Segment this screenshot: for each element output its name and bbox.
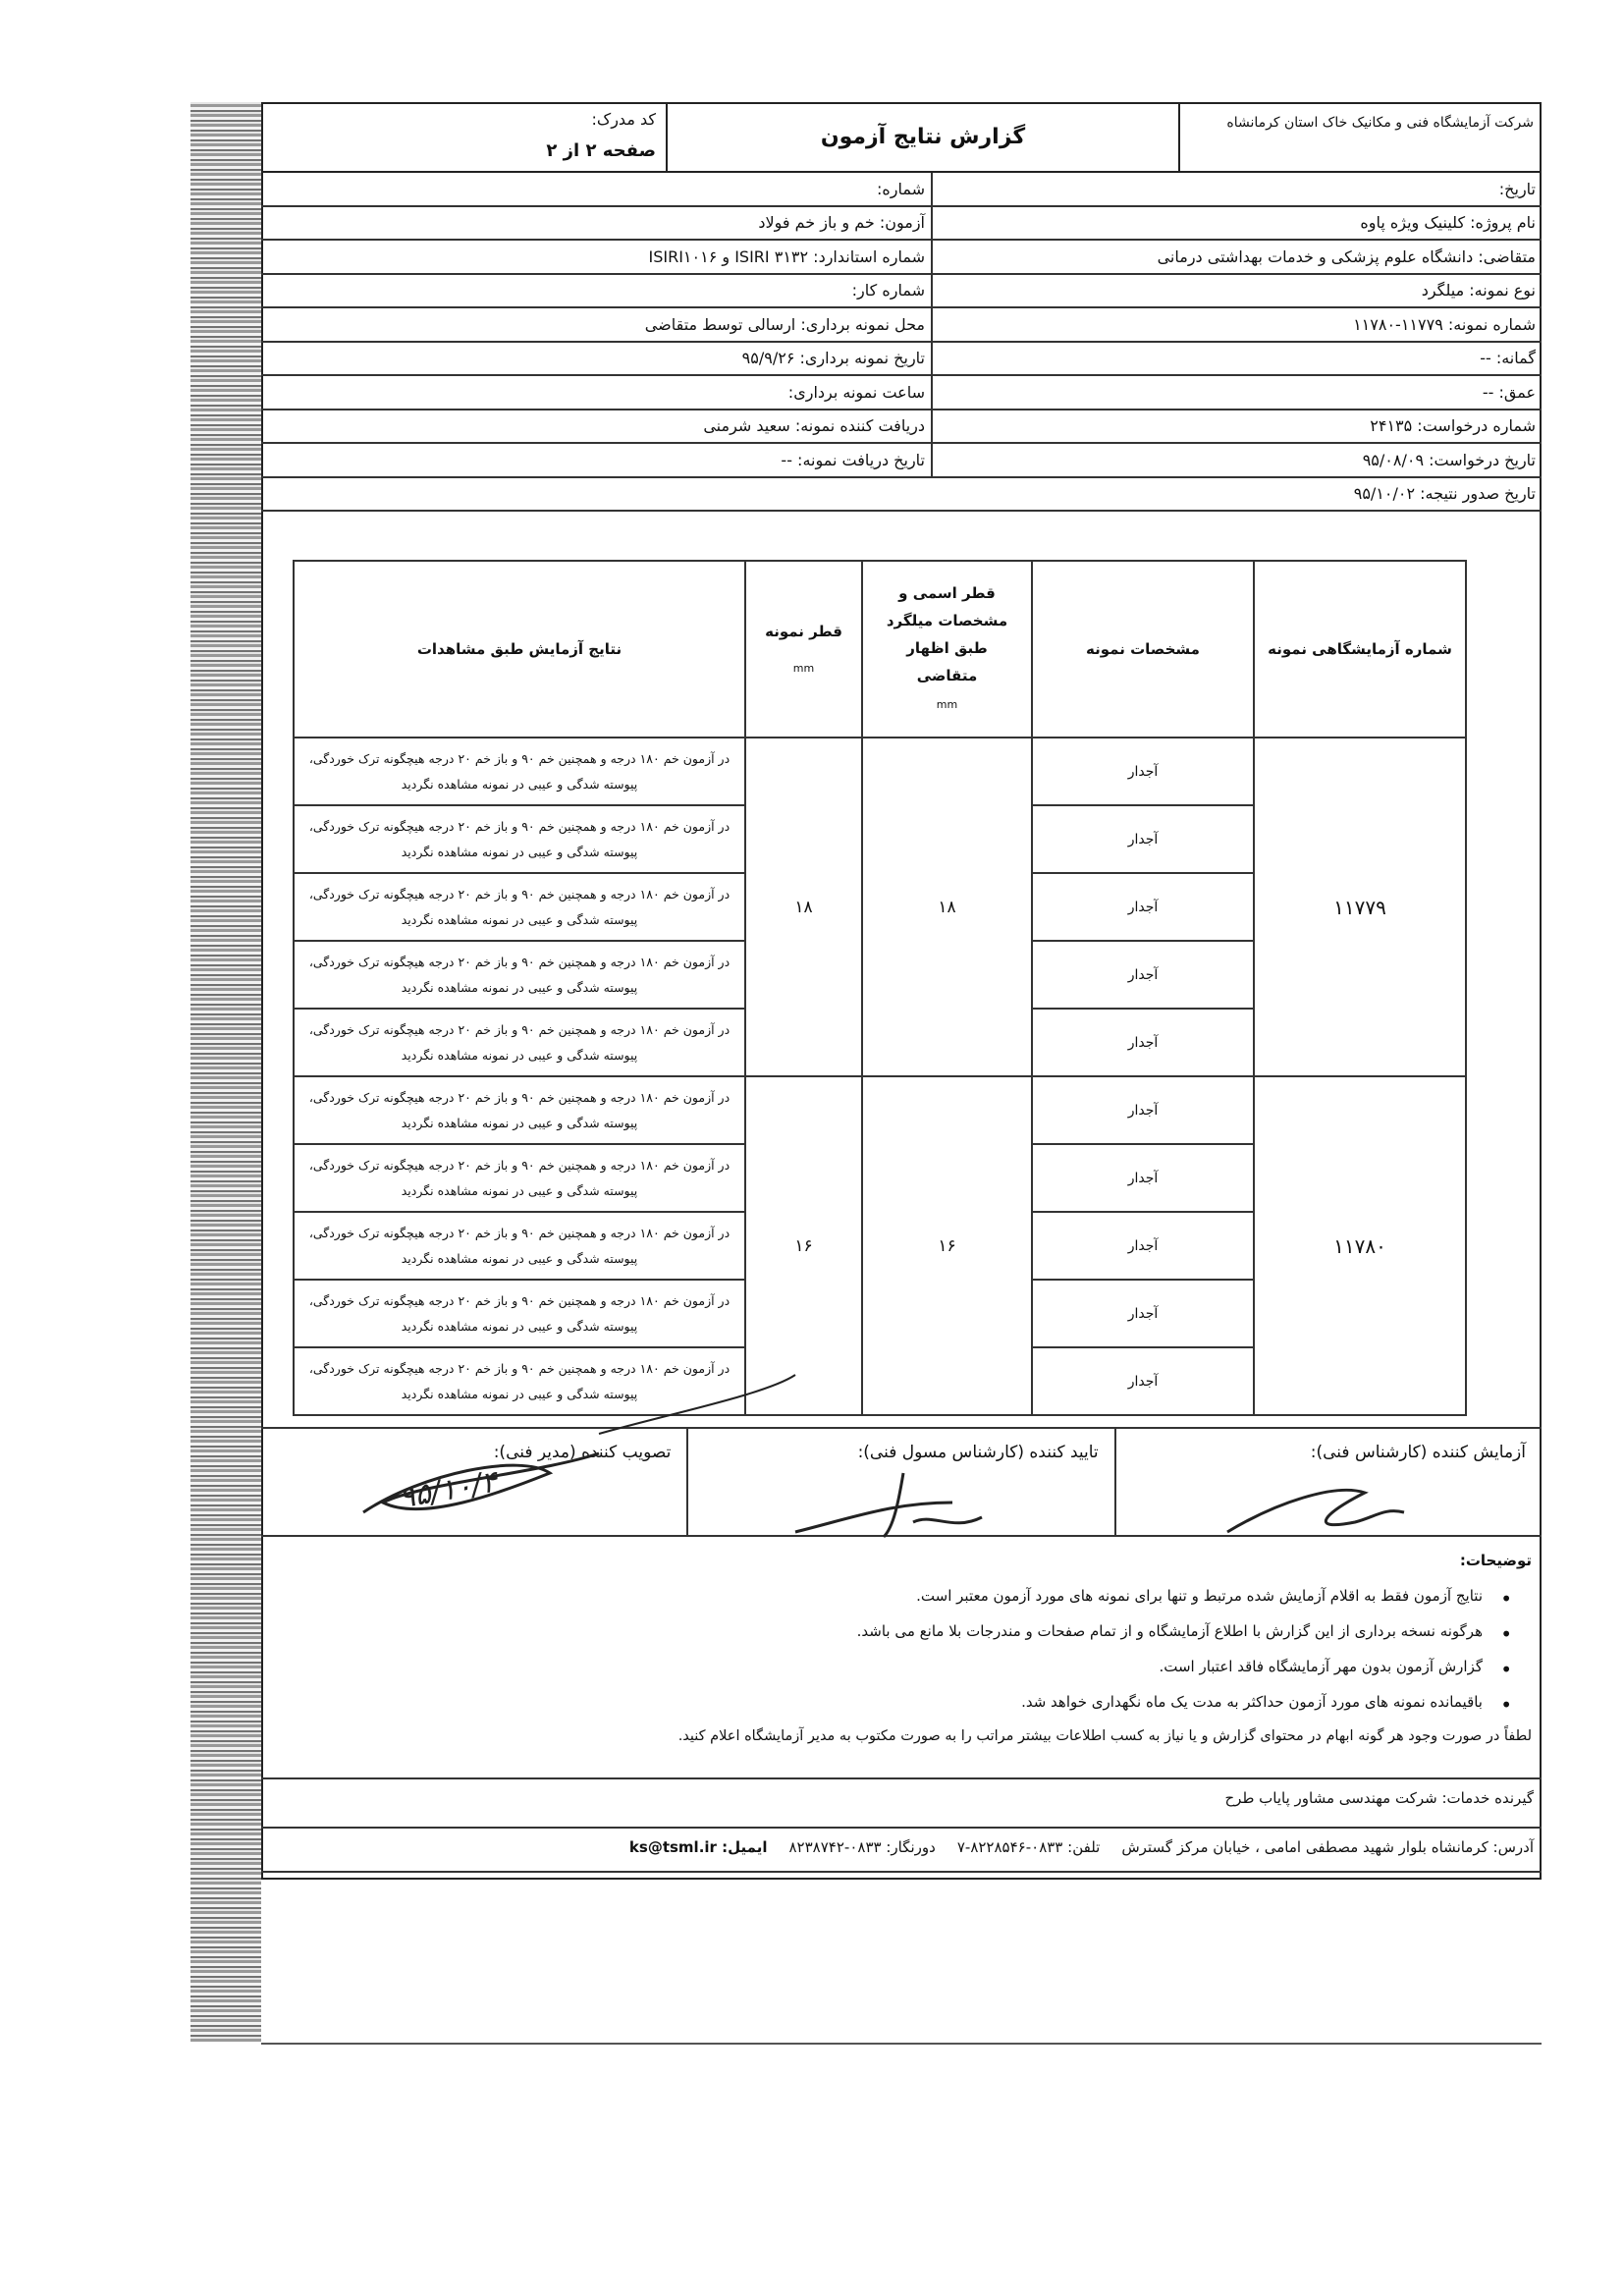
info-right-value: شماره درخواست: ۲۴۱۳۵ bbox=[1370, 416, 1536, 436]
observation: در آزمون خم ۱۸۰ درجه و همچنین خم ۹۰ و باز خم ۲۰ درجه هیچگونه ترک خوردگی، پیوسته شدگی و عیبی در نمونه مشاهده نگردید bbox=[294, 873, 745, 941]
tester-label: آزمایش کننده (کارشناس فنی): bbox=[1310, 1443, 1526, 1462]
info-right-cell bbox=[931, 308, 1542, 341]
scan-edge-noise bbox=[190, 102, 261, 2042]
info-left-cell bbox=[703, 416, 931, 435]
results-table bbox=[293, 560, 1467, 1416]
nominal-diameter: ۱۸ bbox=[862, 738, 1032, 1076]
note-item: • گزارش آزمون بدون مهر آزمایشگاه فاقد اعتبار است. bbox=[285, 1658, 1483, 1675]
sample-spec: آجدار bbox=[1032, 1076, 1254, 1144]
col-diameter-label: قطر نمونه bbox=[765, 623, 842, 640]
observation: در آزمون خم ۱۸۰ درجه و همچنین خم ۹۰ و باز خم ۲۰ درجه هیچگونه ترک خوردگی، پیوسته شدگی و عیبی در نمونه مشاهده نگردید bbox=[294, 738, 745, 805]
sample-spec: آجدار bbox=[1032, 1280, 1254, 1347]
info-right-value: نوع نمونه: میلگرد bbox=[1421, 281, 1536, 301]
info-left-value: شماره: bbox=[876, 179, 925, 198]
info-right-cell bbox=[931, 343, 1542, 375]
note-item: • هرگونه نسخه برداری از این گزارش با اطلاع آزمایشگاه و از تمام صفحات و مندرجات بلا مانع می باشد. bbox=[285, 1622, 1483, 1640]
unit-nominal: mm bbox=[936, 698, 958, 711]
table-row bbox=[294, 1076, 1466, 1144]
divider bbox=[261, 1777, 1542, 1779]
info-left-value: شماره استاندارد: ISIRI ۳۱۳۲ و ISIRI۱۰۱۶ bbox=[648, 246, 925, 266]
info-left-value: محل نمونه برداری: ارسالی توسط متقاضی bbox=[644, 314, 925, 334]
info-right-value: شماره نمونه: ۱۱۷۷۹-۱۱۷۸۰ bbox=[1353, 314, 1536, 334]
lab-number: ۱۱۷۷۹ bbox=[1254, 738, 1466, 1076]
nominal-diameter: ۱۶ bbox=[862, 1076, 1032, 1415]
title-cell bbox=[666, 102, 1178, 171]
info-left-value: تاریخ دریافت نمونه: -- bbox=[781, 450, 925, 469]
table-row bbox=[294, 738, 1466, 805]
info-left-cell bbox=[742, 349, 931, 367]
address-text: آدرس: کرمانشاه بلوار شهید مصطفی امامی ، خیابان مرکز گسترش bbox=[1121, 1838, 1534, 1856]
info-row bbox=[261, 275, 1542, 309]
sample-spec: آجدار bbox=[1032, 738, 1254, 805]
info-row bbox=[261, 376, 1542, 410]
lab-number: ۱۱۷۸۰ bbox=[1254, 1076, 1466, 1415]
unit-diameter: mm bbox=[792, 662, 815, 675]
col-lab-no: شماره آزمایشگاهی نمونه bbox=[1254, 561, 1466, 738]
info-left-value: تاریخ نمونه برداری: ۹۵/۹/۲۶ bbox=[741, 349, 925, 368]
ratifier-signature-mark bbox=[344, 1444, 638, 1542]
observation: در آزمون خم ۱۸۰ درجه و همچنین خم ۹۰ و باز خم ۲۰ درجه هیچگونه ترک خوردگی، پیوسته شدگی و عیبی در نمونه مشاهده نگردید bbox=[294, 1212, 745, 1280]
info-left-cell bbox=[852, 281, 931, 300]
info-left-cell bbox=[877, 180, 931, 198]
info-right-cell bbox=[931, 376, 1542, 409]
report-title: گزارش نتایج آزمون bbox=[820, 124, 1026, 149]
info-right-value: متقاضی: دانشگاه علوم پزشکی و خدمات بهداشتی درمانی bbox=[1157, 246, 1536, 266]
tester-signature-mark bbox=[1218, 1463, 1414, 1542]
info-right-cell bbox=[931, 478, 1542, 511]
info-row bbox=[261, 478, 1542, 513]
ratifier-label: تصویب کننده (مدیر فنی): bbox=[493, 1443, 672, 1462]
info-row bbox=[261, 207, 1542, 242]
sample-spec: آجدار bbox=[1032, 1009, 1254, 1076]
company-name-cell bbox=[1178, 102, 1542, 171]
info-row bbox=[261, 410, 1542, 445]
email: ایمیل: ks@tsml.ir bbox=[628, 1838, 768, 1856]
company-name: شرکت آزمایشگاه فنی و مکانیک خاک استان کرمانشاه bbox=[1226, 115, 1534, 131]
sample-spec: آجدار bbox=[1032, 805, 1254, 873]
notes-list bbox=[285, 1587, 1532, 1711]
page-bottom-line bbox=[261, 2043, 1542, 2045]
col-observations: نتایج آزمایش طبق مشاهدات bbox=[294, 561, 745, 738]
approver-label: تایید کننده (کارشناس مسول فنی): bbox=[857, 1443, 1099, 1462]
info-left-cell bbox=[781, 451, 931, 469]
info-right-cell bbox=[931, 410, 1542, 443]
pen-stroke bbox=[589, 1355, 805, 1444]
fax: دورنگار: ۰۸۳۳-۸۲۳۸۷۴۲ bbox=[788, 1838, 936, 1856]
divider bbox=[261, 1827, 1542, 1829]
sample-spec: آجدار bbox=[1032, 941, 1254, 1009]
info-left-cell bbox=[758, 213, 931, 232]
client-line: گیرنده خدمات: شرکت مهندسی مشاور پایاب طرح bbox=[1224, 1789, 1534, 1807]
observation: در آزمون خم ۱۸۰ درجه و همچنین خم ۹۰ و باز خم ۲۰ درجه هیچگونه ترک خوردگی، پیوسته شدگی و عیبی در نمونه مشاهده نگردید bbox=[294, 941, 745, 1009]
info-right-value: تاریخ درخواست: ۹۵/۰۸/۰۹ bbox=[1362, 450, 1536, 469]
info-left-value: دریافت کننده نمونه: سعید شرمنی bbox=[703, 416, 925, 436]
sample-diameter: ۱۸ bbox=[745, 738, 862, 1076]
sample-spec: آجدار bbox=[1032, 1347, 1254, 1415]
info-right-value: نام پروژه: کلینیک ویژه پاوه bbox=[1360, 213, 1536, 233]
info-left-value: آزمون: خم و باز خم فولاد bbox=[758, 213, 925, 233]
report-header bbox=[261, 102, 1542, 173]
observation: در آزمون خم ۱۸۰ درجه و همچنین خم ۹۰ و باز خم ۲۰ درجه هیچگونه ترک خوردگی، پیوسته شدگی و عیبی در نمونه مشاهده نگردید bbox=[294, 1347, 745, 1415]
info-right-cell bbox=[931, 444, 1542, 476]
sample-diameter: ۱۶ bbox=[745, 1076, 862, 1415]
observation: در آزمون خم ۱۸۰ درجه و همچنین خم ۹۰ و باز خم ۲۰ درجه هیچگونه ترک خوردگی، پیوسته شدگی و عیبی در نمونه مشاهده نگردید bbox=[294, 1009, 745, 1076]
col-nominal bbox=[862, 561, 1032, 738]
notes-title: توضیحات: bbox=[1459, 1552, 1532, 1569]
info-right-cell bbox=[931, 241, 1542, 273]
notes-section bbox=[285, 1552, 1532, 1744]
divider bbox=[261, 1871, 1542, 1873]
info-right-cell bbox=[931, 173, 1542, 205]
info-right-value: عمق: -- bbox=[1482, 382, 1536, 402]
col-diameter bbox=[745, 561, 862, 738]
notes-footer: لطفاً در صورت وجود هر گونه ابهام در محتوای گزارش و یا نیاز به کسب اطلاعات بیشتر مراتب را به صورت مکتوب به مدیر آزمایشگاه اعلام کنید. bbox=[677, 1728, 1532, 1744]
info-right-cell bbox=[931, 275, 1542, 307]
sample-spec: آجدار bbox=[1032, 873, 1254, 941]
col-nominal-label: قطر اسمی و مشخصات میلگرد طبق اظهار متقاضی bbox=[886, 584, 1008, 684]
info-left-value: شماره کار: bbox=[851, 281, 925, 301]
observation: در آزمون خم ۱۸۰ درجه و همچنین خم ۹۰ و باز خم ۲۰ درجه هیچگونه ترک خوردگی، پیوسته شدگی و عیبی در نمونه مشاهده نگردید bbox=[294, 1144, 745, 1212]
info-right-cell bbox=[931, 207, 1542, 240]
info-row bbox=[261, 308, 1542, 343]
info-left-cell bbox=[788, 383, 931, 402]
address-line bbox=[629, 1838, 1534, 1856]
note-item: • باقیمانده نمونه های مورد آزمون حداکثر به مدت یک ماه نگهداری خواهد شد. bbox=[285, 1693, 1483, 1711]
info-row bbox=[261, 444, 1542, 478]
info-row bbox=[261, 241, 1542, 275]
info-left-cell bbox=[645, 315, 931, 334]
info-right-value: تاریخ: bbox=[1498, 179, 1536, 198]
info-row bbox=[261, 343, 1542, 377]
page-number: صفحه ۲ از ۲ bbox=[546, 140, 656, 161]
info-row bbox=[261, 173, 1542, 207]
doc-code-label: کد مدرک: bbox=[591, 110, 656, 129]
observation: در آزمون خم ۱۸۰ درجه و همچنین خم ۹۰ و باز خم ۲۰ درجه هیچگونه ترک خوردگی، پیوسته شدگی و عیبی در نمونه مشاهده نگردید bbox=[294, 1076, 745, 1144]
info-right-value: تاریخ صدور نتیجه: ۹۵/۱۰/۰۲ bbox=[1353, 484, 1536, 504]
phone: تلفن: ۰۸۳۳-۸۲۲۸۵۴۶-۷ bbox=[956, 1838, 1101, 1856]
info-left-value: ساعت نمونه برداری: bbox=[787, 382, 925, 402]
handwritten-date: ۹۵/۱۰/۴ bbox=[396, 1464, 501, 1516]
doc-code-cell bbox=[261, 102, 666, 171]
sample-spec: آجدار bbox=[1032, 1144, 1254, 1212]
observation: در آزمون خم ۱۸۰ درجه و همچنین خم ۹۰ و باز خم ۲۰ درجه هیچگونه ترک خوردگی، پیوسته شدگی و عیبی در نمونه مشاهده نگردید bbox=[294, 1280, 745, 1347]
col-spec: مشخصات نمونه bbox=[1032, 561, 1254, 738]
info-left-cell bbox=[648, 247, 931, 266]
approver-signature-mark bbox=[785, 1463, 1001, 1542]
note-item: • نتایج آزمون فقط به اقلام آزمایش شده مرتبط و تنها برای نمونه های مورد آزمون معتبر است. bbox=[285, 1587, 1483, 1605]
observation: در آزمون خم ۱۸۰ درجه و همچنین خم ۹۰ و باز خم ۲۰ درجه هیچگونه ترک خوردگی، پیوسته شدگی و عیبی در نمونه مشاهده نگردید bbox=[294, 805, 745, 873]
sample-spec: آجدار bbox=[1032, 1212, 1254, 1280]
info-right-value: گمانه: -- bbox=[1480, 349, 1536, 368]
